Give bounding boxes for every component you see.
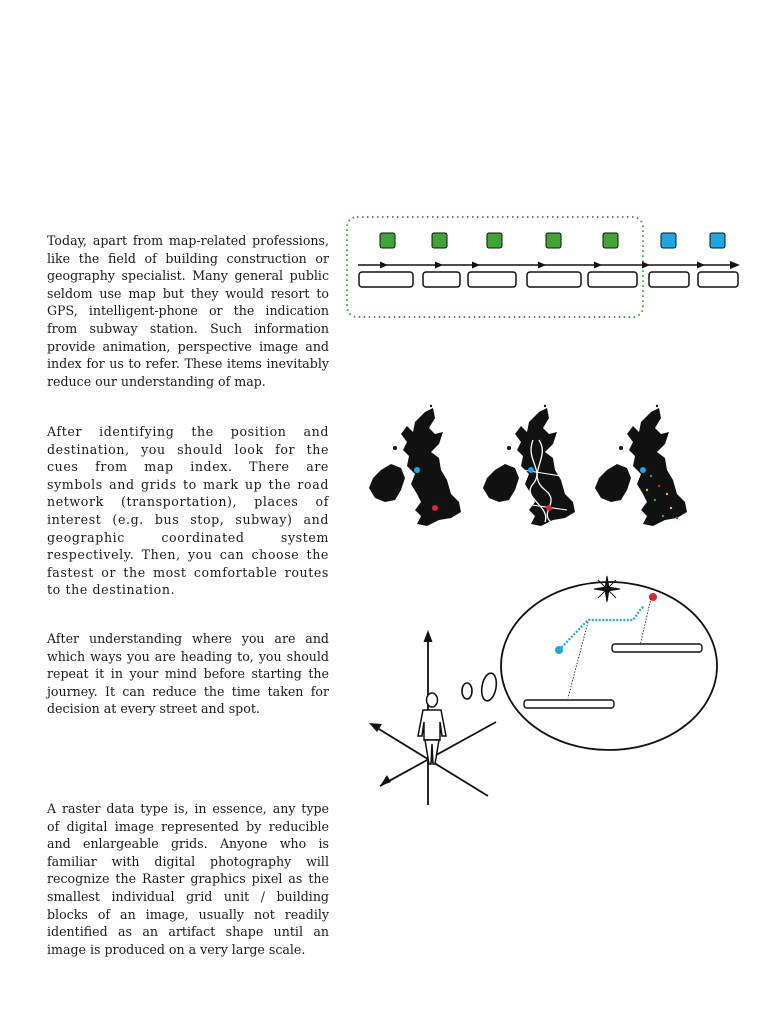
poi-dot [662, 515, 664, 517]
arrow-head-icon [380, 262, 388, 269]
arrow-head-icon [538, 262, 546, 269]
thought-bubble-small [462, 683, 472, 699]
step-label-box [423, 272, 460, 287]
step-square-green [603, 233, 618, 248]
paragraph-map-usage: Today, apart from map-related professions, like the field of building construction or geography specialist. Many general public seldom use map but they would resort to GPS, intelligent-phone or the indication from subway station. Such information provide animation, perspective image and index for us to refer. These items inevitably reduce our understanding of map. [47, 233, 329, 389]
uk-map-1 [369, 405, 461, 526]
step-label-box [468, 272, 516, 287]
uk-map-2 [483, 405, 575, 526]
map-label-box [612, 644, 702, 652]
step-square-green [380, 233, 395, 248]
step-square-blue [710, 233, 725, 248]
location-dot-blue [640, 467, 646, 473]
thought-bubble-medium [480, 672, 499, 702]
poi-dot [646, 489, 648, 491]
location-dot-red [432, 505, 438, 511]
navigation-thought-figure [360, 570, 722, 810]
person-figure [418, 693, 446, 764]
thought-bubble-large [501, 582, 717, 750]
end-dot-red [649, 593, 657, 601]
poi-dot [650, 475, 652, 477]
arrow-head-icon [435, 262, 443, 269]
arrow-head-icon [697, 262, 705, 269]
paragraph-raster: A raster data type is, in essence, any type of digital image represented by reducible and enlargeable grids. Anyone who is familiar with digital photography will recognize the Raster graphics pixel as the smallest individual grid unit / building blocks of an image, usually not readily identified as an artifact shape until an image is produced on a very large scale. [47, 801, 329, 957]
timeline-diagram [340, 210, 750, 325]
timeline-dotted-frame [347, 217, 643, 317]
arrow-head-icon [380, 775, 391, 786]
arrow-head-icon [594, 262, 602, 269]
arrow-head-icon [642, 262, 650, 269]
poi-dot [676, 517, 678, 519]
poi-dot [658, 485, 660, 487]
poi-dot [654, 499, 656, 501]
location-dot-blue [414, 467, 420, 473]
poi-dot [670, 507, 672, 509]
poi-dot [666, 493, 668, 495]
arrow-head-icon [730, 261, 740, 269]
arrow-head-icon [472, 262, 480, 269]
step-label-box [588, 272, 637, 287]
location-dot-red [546, 505, 552, 511]
paragraph-journey: After understanding where you are and which ways you are heading to, you should repeat it in your mind before starting the journey. It can reduce the time taken for decision at every street and spot. [47, 631, 329, 717]
step-square-blue [661, 233, 676, 248]
start-dot-blue [555, 646, 563, 654]
step-square-green [487, 233, 502, 248]
location-dot-blue [528, 467, 534, 473]
step-label-box [359, 272, 413, 287]
step-square-green [546, 233, 561, 248]
step-label-box [649, 272, 689, 287]
step-label-box [527, 272, 581, 287]
arrow-head-icon [424, 630, 433, 642]
uk-map-3 [595, 405, 687, 526]
paragraph-map-index: After identifying the position and destination, you should look for the cues from map index. There are symbols and grids to mark up the road network (transportation), places of interest (e.g. bus stop, subway) and geographic coordinated system respectively. Then, you can choose the fastest or the most comfortable routes to the destination. [47, 424, 329, 598]
map-label-box [524, 700, 614, 708]
step-square-green [432, 233, 447, 248]
uk-maps-figure [355, 400, 705, 530]
step-label-box [698, 272, 738, 287]
